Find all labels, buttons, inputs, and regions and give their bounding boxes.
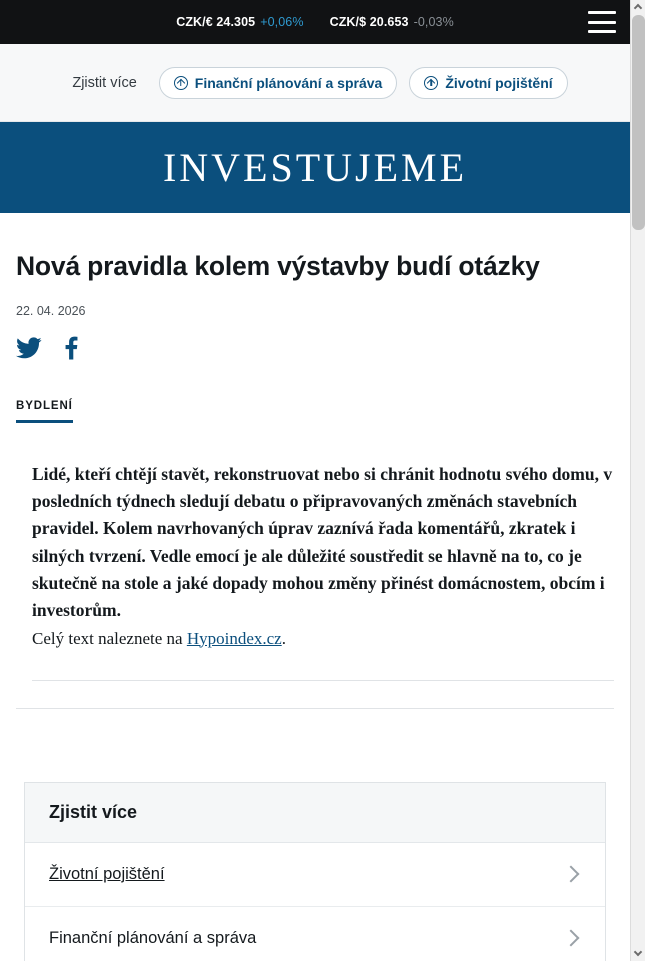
ticker-pair-eur: CZK/€ 24.305 (176, 15, 256, 29)
article-source-prefix: Celý text naleznete na (32, 628, 187, 648)
hamburger-bar-2 (588, 21, 616, 24)
article-divider-1 (32, 680, 614, 681)
quicklink-life-insurance[interactable] (409, 67, 567, 99)
promo-card (24, 782, 606, 961)
facebook-icon[interactable] (64, 336, 78, 360)
share-bar (16, 336, 614, 360)
page-title: Nová pravidla kolem výstavby budí otázky (16, 251, 540, 281)
article-divider-2 (16, 708, 614, 709)
ticker-change-eur: +0,06% (260, 15, 304, 29)
promo-row-financial-planning-label: Finanční plánování a správa (49, 928, 257, 947)
quicklink-financial-planning[interactable] (159, 67, 398, 99)
article-category[interactable]: BYDLENÍ (16, 400, 73, 423)
arrow-up-circle-icon (174, 76, 188, 90)
quicklink-life-insurance-label: Životní pojištění (445, 74, 553, 91)
category-tab-wrap (16, 396, 614, 423)
quicklinks-bar (0, 44, 630, 122)
twitter-icon[interactable] (16, 337, 42, 359)
scroll-down-arrow-icon[interactable] (631, 946, 645, 961)
article-perex: Lidé, kteří chtějí stavět, rekonstruovat nebo si chránit hodnotu svého domu, v posledních týdnech sledují debatu o připravovaných změnách stavebních pravidel. Kolem navrhovaných úprav zaznívá řada komentářů, zkratek i silných tvrzení. Vedle emocí je ale důležité soustředit se hlavně na to, co je skutečně na stole a jaké dopady mohou změny přinést domácnostem, obcím i investorům. (32, 463, 613, 621)
article-source-line (32, 625, 614, 652)
promo-row-life-insurance-label: Životní pojištění (49, 864, 165, 883)
promo-card-title: Zjistit více (25, 783, 605, 843)
arrow-up-circle-icon (424, 76, 438, 90)
ticker-pair-usd: CZK/$ 20.653 (329, 15, 409, 29)
currency-ticker-bar (0, 0, 630, 44)
chevron-right-icon (563, 866, 580, 883)
chevron-right-icon (563, 930, 580, 947)
quicklinks-label: Zjistit více (72, 74, 137, 91)
hamburger-bar-3 (588, 30, 616, 33)
hamburger-bar-1 (588, 11, 616, 14)
ticker-change-usd: -0,03% (413, 15, 454, 29)
article-date: 22. 04. 2026 (16, 303, 86, 318)
ticker-item-eur[interactable] (176, 15, 303, 29)
vertical-scrollbar[interactable] (630, 0, 645, 961)
promo-row-life-insurance[interactable] (25, 843, 605, 907)
article-source-link[interactable]: Hypoindex.cz (186, 628, 282, 648)
scroll-up-arrow-icon[interactable] (631, 0, 645, 15)
article-container (0, 251, 630, 961)
promo-row-financial-planning[interactable] (25, 907, 605, 961)
site-brand-banner[interactable] (0, 122, 630, 213)
site-logo-text: INVESTUJEME (162, 145, 468, 190)
quicklink-financial-planning-label: Finanční plánování a správa (194, 74, 383, 91)
scrollbar-thumb[interactable] (632, 15, 645, 230)
hamburger-icon[interactable] (588, 11, 616, 33)
article-source-suffix: . (281, 628, 286, 648)
ticker-item-usd[interactable] (330, 15, 454, 29)
